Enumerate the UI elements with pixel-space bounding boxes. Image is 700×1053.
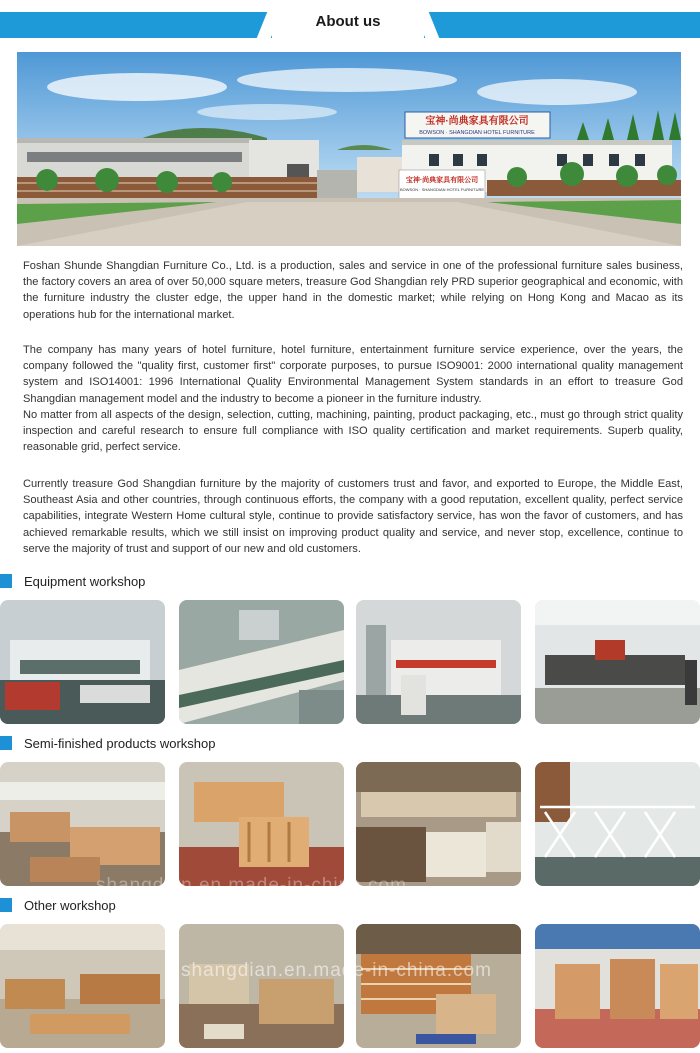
section-equipment-workshop — [0, 572, 145, 590]
gate-sign-en: BOWSON · SHANGDIAN HOTEL FURNITURE — [399, 187, 485, 192]
header-title-tab — [272, 4, 424, 38]
semi-finished-photo — [535, 762, 700, 886]
other-workshop-photo — [356, 924, 521, 1048]
page-title: About us — [315, 12, 381, 30]
section-semi-finished-workshop — [0, 734, 215, 752]
section-title: Equipment workshop — [24, 573, 146, 589]
rooftop-sign-en: BOWSON · SHANGDIAN HOTEL FURNITURE — [419, 130, 535, 136]
gate-sign-cn: 宝神·尚典家具有限公司 — [405, 177, 479, 184]
rooftop-sign-cn: 宝神·尚典家具有限公司 — [425, 116, 529, 127]
export-paragraph: Currently treasure God Shangdian furniture by the majority of customers trust and favor, and exported to Europe, the Middle East, Southeast Asia and other countries, through continuous efforts, the company with a good reputation, excellent quality, perfect service capabilities, integrate Western Home cultural style, continue to provide satisfactory service, has won the favor of customers, and has achieved remarkable results, which we still insist on improving product quality and service, and never stop, excellence, continue to serve the majority of trust and support of our new and old customers. — [23, 478, 683, 555]
equipment-photo — [356, 600, 521, 724]
factory-photo — [17, 52, 681, 246]
other-workshop-photo — [0, 924, 165, 1048]
equipment-photo — [179, 600, 344, 724]
experience-paragraph: The company has many years of hotel furniture, hotel furniture, entertainment furniture service experience, over the years, the company followed the "quality first, customer first" corporate purposes, to pursue ISO9001: 2000 international quality management system and ISO14001: 1996 International Quality Environmental Management System standards in an effort to treasure God Shangdian management model and the industry to become a pioneer in the furniture industry. — [23, 344, 683, 405]
section-marker — [0, 736, 12, 750]
semi-finished-photo — [179, 762, 344, 886]
watermark-main: shangdian.en.made-in-china.com — [181, 960, 492, 981]
equipment-photo — [0, 600, 165, 724]
watermark-faded: shangdian.en.made-in-china.com — [96, 875, 407, 896]
section-marker — [0, 574, 12, 588]
other-photo-row — [0, 924, 700, 1048]
section-marker — [0, 898, 12, 912]
other-workshop-photo — [179, 924, 344, 1048]
equipment-photo — [535, 600, 700, 724]
quality-paragraph: No matter from all aspects of the design, selection, cutting, machining, painting, product packaging, etc., must go through strict quality inspection and careful research to ensure full compliance with ISO quality certification and market requirements. Superb quality, reasonable grid, perfect service. — [23, 409, 683, 454]
semi-finished-photo-row — [0, 762, 700, 886]
semi-finished-photo — [0, 762, 165, 886]
section-other-workshop — [0, 896, 116, 914]
intro-paragraph: Foshan Shunde Shangdian Furniture Co., Ltd. is a production, sales and service in one of the professional furniture sales business, the factory covers an area of over 50,000 square meters, treasure God Shangdian rely PRD superior geographical and economic, with the furniture industry the cluster edge, the upper hand in the domestic market; while relying on Hong Kong and Macao as its operations hub for the international market. — [23, 260, 683, 321]
semi-finished-photo — [356, 762, 521, 886]
equipment-photo-row — [0, 600, 700, 724]
section-title: Semi-finished products workshop — [24, 735, 216, 751]
about-header — [0, 0, 700, 42]
section-title: Other workshop — [24, 897, 116, 913]
other-workshop-photo — [535, 924, 700, 1048]
